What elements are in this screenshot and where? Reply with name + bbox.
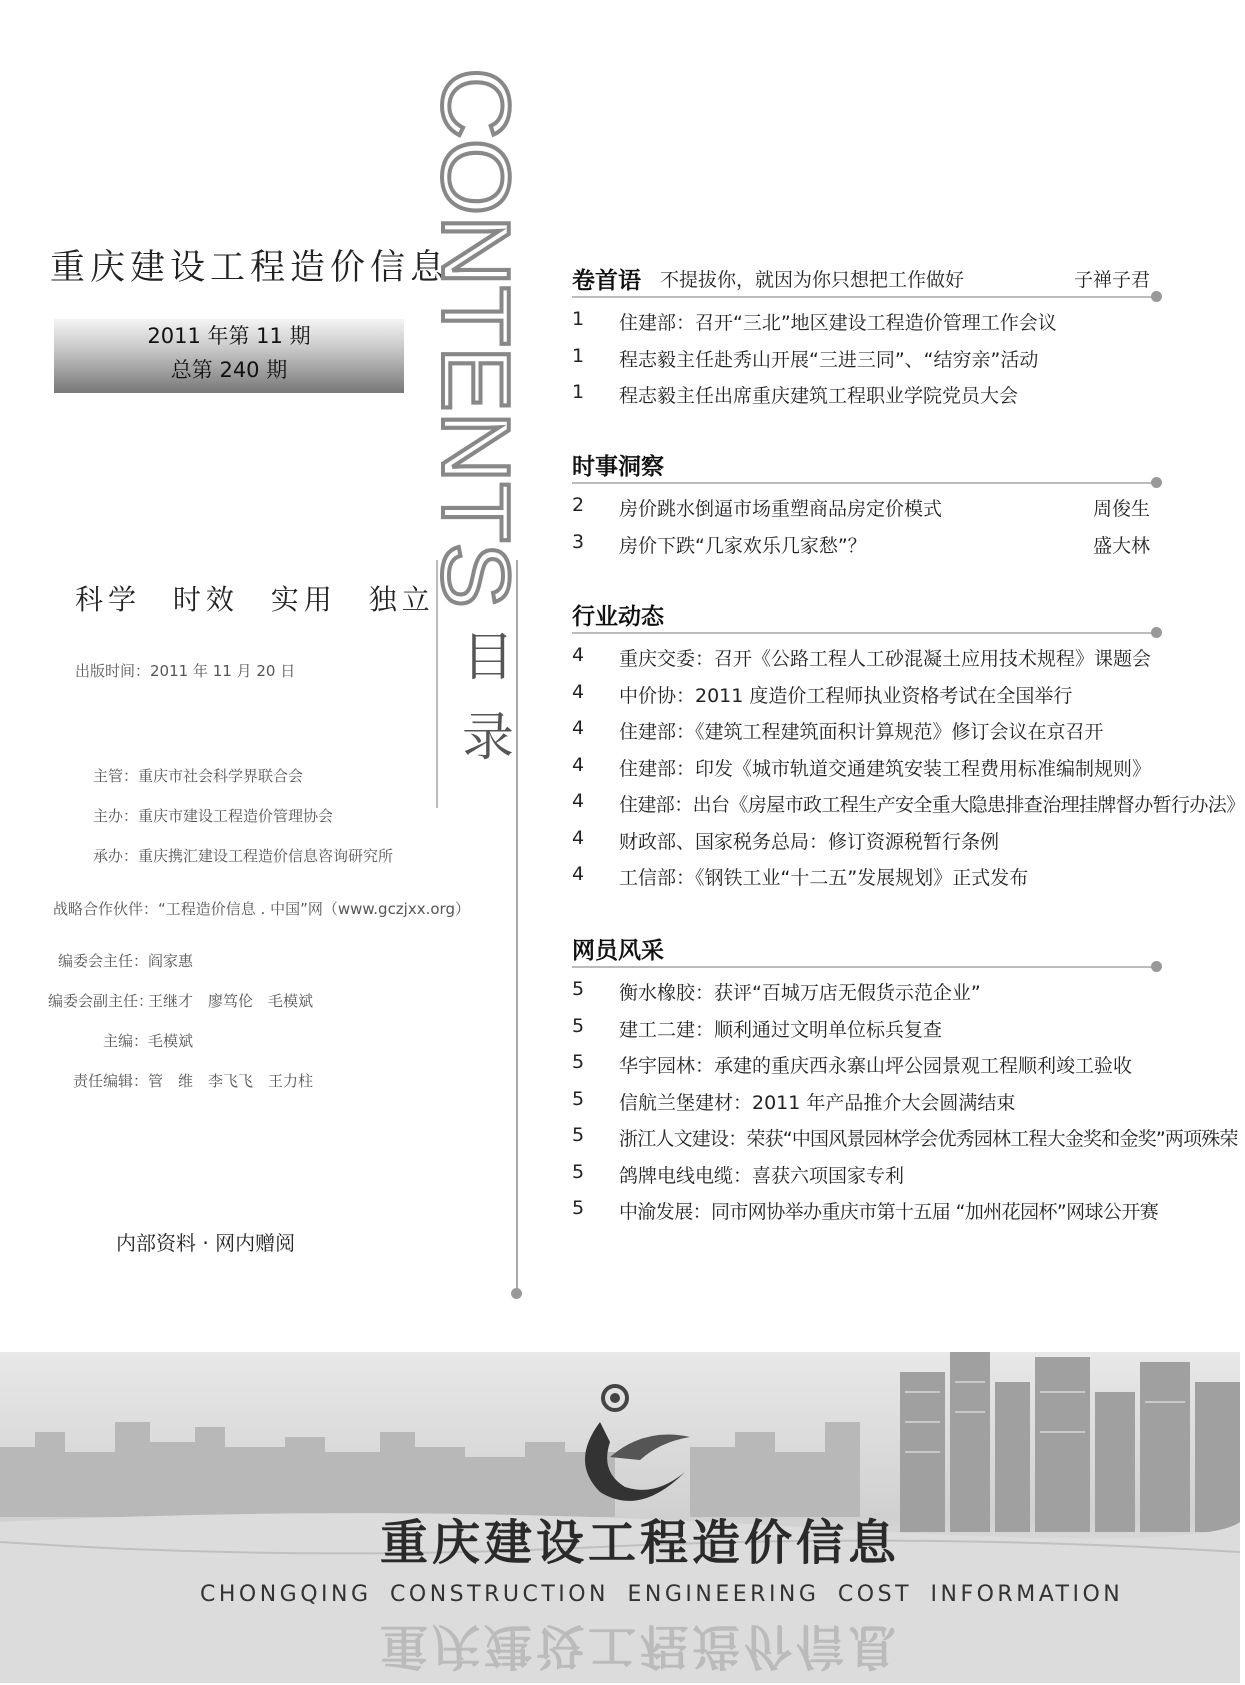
association-logo: [570, 1382, 700, 1512]
issue-box: [54, 319, 404, 393]
section-dot: [1151, 627, 1162, 638]
credit-editors: [40, 1070, 313, 1091]
toc-title: 建工二建：顺利通过文明单位标兵复查: [619, 1018, 943, 1041]
credit-label: 承办：: [92, 847, 138, 865]
banner-title-reflection: 重庆建设工程造价信息: [380, 1618, 901, 1674]
toc-title: 中价协：2011 度造价工程师执业资格考试在全国举行: [619, 684, 1073, 707]
credit-label: 战略合作伙伴：: [52, 900, 158, 918]
toc-page: 4: [572, 717, 585, 739]
banner-title-cn: 重庆建设工程造价信息: [380, 1515, 901, 1571]
toc-page: 5: [572, 1160, 585, 1183]
toc-title: 衡水橡胶：获评“百城万店无假货示范企业”: [619, 982, 981, 1004]
credit-board-deputy: [48, 990, 313, 1011]
toc-item[interactable]: [572, 857, 1162, 894]
mulu-char-1: 目: [462, 628, 515, 688]
toc-item[interactable]: [572, 1118, 1238, 1155]
credit-label: 编委会主任：: [57, 952, 148, 970]
mulu-heading: [462, 628, 514, 768]
section-title: 行业动态: [572, 604, 664, 630]
credit-supervisor: [40, 765, 303, 786]
toc-page: 1: [572, 308, 585, 330]
section-title: 时事洞察: [572, 454, 664, 480]
toc-title: 住建部：召开“三北”地区建设工程造价管理工作会议: [619, 312, 1057, 334]
section-header: [572, 448, 1162, 484]
section-dot: [1151, 477, 1162, 488]
magazine-title: 重庆建设工程造价信息: [50, 248, 451, 288]
toc-page: 1: [572, 381, 585, 403]
toc-page: 3: [572, 530, 585, 553]
toc-item[interactable]: [572, 748, 1162, 785]
toc-item[interactable]: [572, 302, 1162, 339]
motto: 科学 时效 实用 独立: [75, 583, 435, 616]
toc-title: 重庆交委：召开《公路工程人工砂混凝土应用技术规程》课题会: [619, 648, 1152, 670]
toc-title: 中渝发展：同市网协举办重庆市第十五届 “加州花园杯”网球公开赛: [619, 1201, 1159, 1223]
toc-title: 工信部：《钢铁工业“十二五”发展规划》正式发布: [619, 867, 1029, 889]
section-dot: [1151, 961, 1162, 972]
toc-item[interactable]: [572, 488, 1162, 525]
mulu-char-2: 录: [462, 708, 515, 768]
toc-item[interactable]: [572, 1155, 1162, 1192]
credit-label: 主编：: [102, 1032, 148, 1050]
credit-value: 重庆市社会科学界联合会: [138, 767, 304, 785]
toc-section-industry-news: [572, 598, 1245, 894]
credit-chief-editor: [40, 1030, 193, 1051]
toc-title: 财政部、国家税务总局：修订资源税暂行条例: [619, 830, 1000, 853]
credit-value: 毛模斌: [148, 1032, 194, 1050]
credit-value: 王继才 廖笃伦 毛模斌: [148, 992, 314, 1010]
section-header: [572, 598, 1162, 634]
toc-page: 4: [572, 790, 585, 812]
toc-page: 2: [572, 494, 585, 516]
total-issue-number: 总第 240 期: [170, 358, 288, 382]
toc-author: 盛大林: [1092, 534, 1150, 557]
toc-section-editorial: [572, 262, 1162, 412]
toc-page: 4: [572, 753, 585, 776]
credit-value: 阎家惠: [148, 952, 194, 970]
toc-item[interactable]: [572, 525, 1162, 562]
toc-item[interactable]: [572, 1082, 1162, 1119]
toc-page: 4: [572, 680, 585, 703]
section-rule: [572, 632, 1156, 634]
decor-dot: [511, 1288, 522, 1299]
publication-date: 出版时间：2011 年 11 月 20 日: [75, 662, 296, 680]
section-title: 卷首语: [572, 268, 641, 294]
toc-page: 5: [572, 1051, 585, 1073]
toc-title: 信航兰堡建材：2011 年产品推介大会圆满结束: [619, 1091, 1016, 1114]
section-rule: [572, 296, 1156, 298]
credit-label: 主管：: [92, 767, 138, 785]
credit-value: 重庆携汇建设工程造价信息咨询研究所: [138, 847, 394, 865]
internal-note: 内部资料 · 网内赠阅: [116, 1231, 296, 1255]
toc-page: 4: [572, 863, 585, 885]
credit-value: “工程造价信息 . 中国”网（www.gczjxx.org）: [158, 900, 470, 918]
toc-title: 程志毅主任出席重庆建筑工程职业学院党员大会: [619, 385, 1019, 407]
toc-item[interactable]: [572, 972, 1162, 1009]
decor-line-short: [436, 560, 438, 808]
section-dot: [1151, 291, 1162, 302]
toc-item[interactable]: [572, 675, 1162, 712]
toc-author: 周俊生: [1092, 498, 1150, 520]
credit-value: 重庆市建设工程造价管理协会: [138, 807, 334, 825]
contents-vertical-word: [422, 68, 529, 638]
section-author: 子禅子君: [1073, 269, 1150, 291]
banner-title-en: CHONGQING CONSTRUCTION ENGINEERING COST INFORMATION: [200, 1582, 1124, 1607]
credit-sponsor: [40, 805, 333, 826]
toc-item[interactable]: [572, 339, 1162, 376]
toc-title: 鸽牌电线电缆：喜获六项国家专利: [619, 1164, 905, 1187]
credit-label: 主办：: [92, 807, 138, 825]
toc-page: 1: [572, 344, 585, 367]
section-subtitle[interactable]: 不提拔你，就因为你只想把工作做好: [660, 269, 965, 291]
toc-item[interactable]: [572, 638, 1162, 675]
toc-item[interactable]: [572, 1045, 1162, 1082]
toc-page: 5: [572, 1087, 585, 1110]
toc-title: 住建部：出台《房屋市政工程生产安全重大隐患排查治理挂牌督办暂行办法》: [619, 794, 1245, 816]
section-rule: [572, 966, 1156, 968]
credit-value: 管 维 李飞飞 王力柱: [148, 1072, 314, 1090]
toc-page: 5: [572, 1014, 585, 1037]
section-header: [572, 932, 1162, 968]
credit-board-director: [40, 950, 193, 971]
credit-partner: [48, 898, 470, 919]
section-title: 网员风采: [572, 938, 664, 964]
contents-word: CONTENTS: [422, 68, 529, 596]
toc-item[interactable]: [572, 1009, 1162, 1046]
toc-title: 浙江人文建设：荣获“中国风景园林学会优秀园林工程大金奖和金奖”两项殊荣: [619, 1128, 1238, 1150]
credit-label: 责任编辑：: [72, 1072, 148, 1090]
credit-label: 编委会副主任：: [48, 992, 154, 1010]
toc-section-current-affairs: [572, 448, 1162, 561]
toc-title: 房价下跌“几家欢乐几家愁”？: [619, 534, 867, 557]
toc-page: 4: [572, 644, 585, 666]
toc-item[interactable]: [572, 1191, 1162, 1228]
toc-item[interactable]: [572, 711, 1162, 748]
toc-item[interactable]: [572, 784, 1245, 821]
toc-item[interactable]: [572, 821, 1162, 858]
issue-number: 2011 年第 11 期: [147, 324, 311, 348]
toc-page: 5: [572, 1124, 585, 1146]
toc-title: 房价跳水倒逼市场重塑商品房定价模式: [619, 498, 943, 520]
toc-page: 5: [572, 1197, 585, 1219]
toc-page: 4: [572, 826, 585, 849]
bottom-banner: [0, 1352, 1240, 1683]
toc-section-member-showcase: [572, 932, 1238, 1228]
credit-organizer: [40, 845, 393, 866]
decor-vertical-rule: [516, 560, 518, 1290]
toc-page: 5: [572, 978, 585, 1000]
section-rule: [572, 482, 1156, 484]
section-header: [572, 262, 1162, 298]
toc-title: 住建部：印发《城市轨道交通建筑安装工程费用标准编制规则》: [619, 757, 1152, 780]
toc-title: 华宇园林：承建的重庆西永寨山坪公园景观工程顺利竣工验收: [619, 1055, 1133, 1077]
toc-title: 住建部：《建筑工程建筑面积计算规范》修订会议在京召开: [619, 721, 1104, 743]
toc-title: 程志毅主任赴秀山开展“三进三同”、“结穷亲”活动: [619, 348, 1039, 371]
toc-item[interactable]: [572, 375, 1162, 412]
